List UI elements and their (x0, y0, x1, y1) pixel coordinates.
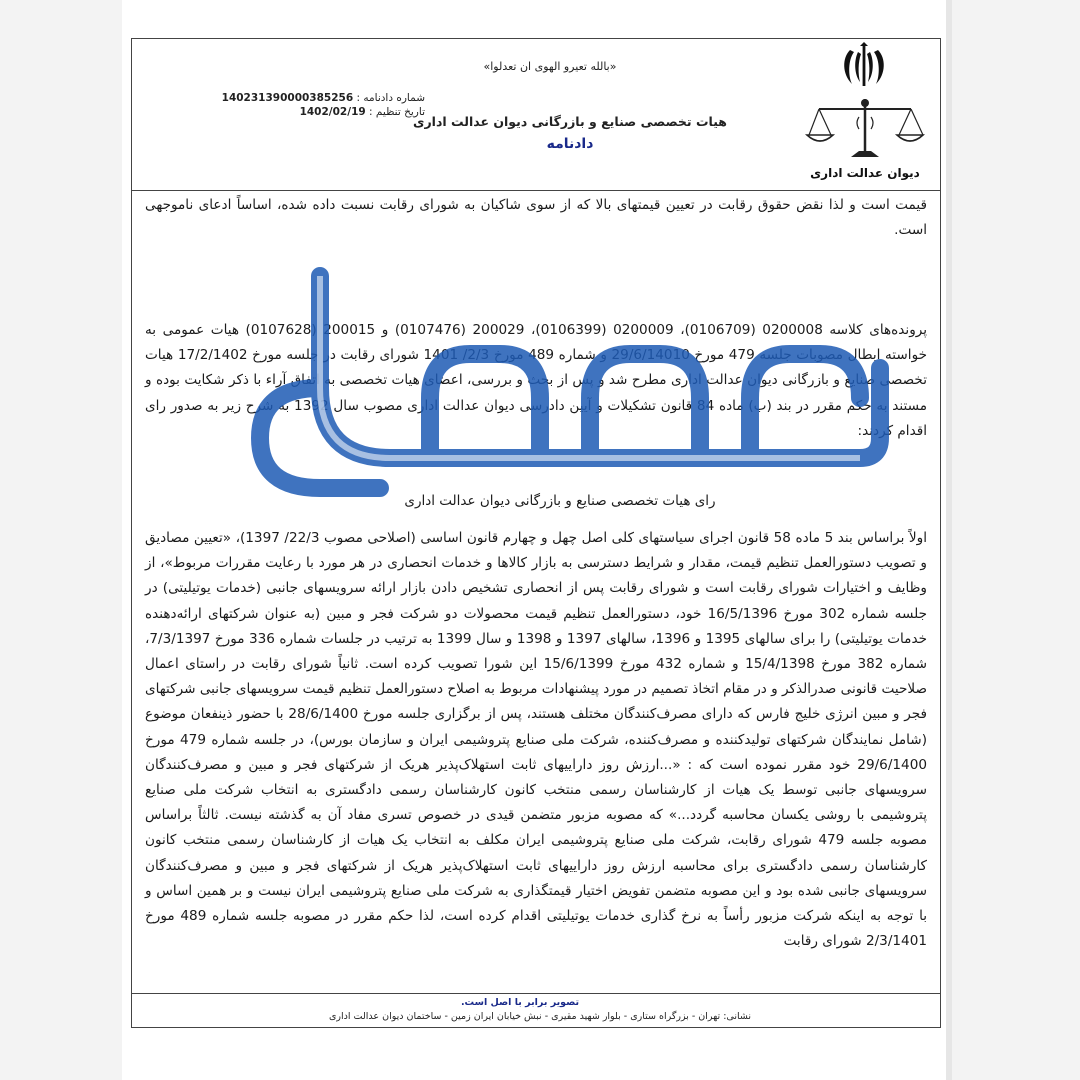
main-paragraph: اولاً براساس بند 5 ماده 58 قانون اجرای سیاستهای کلی اصل چهل و چهارم قانون اساسی (اصلاحی مصوب 22/3/ 1397)، «تعیین مصادیق و تصویب دستورالعمل تنظیم قیمت، مقدار و شرایط دسترسی به بازار کالاها و خدمات انحصاری در هر مورد با رعایت مقررات مربوط»، از وظایف و اختیارات شورای رقابت است و شورای رقابت پس از انحصاری تشخیص دادن بازار ارائه سرویسهای جانبی (خدمات یوتیلیتی) در جلسه شماره 302 مورخ 16/5/1396 خود، دستورالعمل تنظیم قیمت محصولات دو شرکت فجر و مبین (به عنوان شرکتهای ارائه‌دهنده خدمات یوتیلیتی) را برای سالهای 1395 و 1396، سالهای 1397 و 1398 و سال 1399 به ترتیب در جلسات شماره 336 مورخ 7/3/1397، شماره 382 مورخ 15/4/1398 و شماره 432 مورخ 15/6/1399 این شورا تصویب کرده است. ثانیاً شورای رقابت در راستای اعمال صلاحیت قانونی صدرالذکر و در مقام اتخاذ تصمیم در مورد پیشنهادات مربوط به اصلاح دستورالعمل تنظیم قیمت سرویسهای جانبی شرکتهای فجر و مبین انرژی خلیج فارس که دارای مصرف‌کنندگان مختلف هستند، پس از برگزاری جلسه مورخ 28/6/1400 با حضور ذینفعان موضوع (شامل نمایندگان شرکتهای تولیدکننده و مصرف‌کننده، شرکت ملی صنایع پتروشیمی ایران و سازمان بورس)، در جلسه شماره 479 مورخ 29/6/1400 خود مقرر نموده است که : «...ارزش روز داراییهای ثابت استهلاک‌پذیر هریک از شرکتهای فجر و مبین و مصرف‌کنندگان سرویسهای جانبی توسط یک هیات از کارشناسان رسمی منتخب کانون کارشناسان رسمی دادگستری به انتخاب شرکت ملی صنایع پتروشیمی با روشی یکسان محاسبه گردد...» که مصوبه مزبور متضمن قیدی در خصوص تسری مفاد آن به گذشته نیست. ثالثاً براساس مصوبه جلسه 479 شورای رقابت، شرکت ملی صنایع پتروشیمی ایران مکلف به انتخاب یک هیات از کارشناسان رسمی منتخب کانون کارشناسان رسمی دادگستری برای محاسبه ارزش روز داراییهای ثابت استهلاک‌پذیر هریک از شرکتهای فجر و مبین و مصرف‌کنندگان سرویسهای جانبی شده بود و این مصوبه متضمن تفویض اختیار قیمتگذاری به شرکت ملی صنایع پتروشیمی ایران نیست و بر همین اساس و با توجه به اینکه شرکت مزبور رأساً به نرخ گذاری خدمات یوتیلیتی اقدام کرده است، لذا حکم مقرر در مصوبه جلسه شماره 489 مورخ 2/3/1401 شورای رقابت (144, 530, 928, 950)
issue-date: 1402/02/19 (299, 106, 366, 118)
board-title: هیات تخصصی صنایع و بازرگانی دیوان عدالت اداری (413, 114, 727, 129)
header-divider (131, 190, 941, 191)
footer-divider (131, 993, 941, 994)
document-type: دادنامه (546, 136, 594, 152)
cases-paragraph: پرونده‌های کلاسه 0200008 (0106709)، 0200009 (0106399)، 200029 (0107476) و 200015 (0107628) هیات عمومی به خواسته ابطال مصوبات جلسه 479 مورخ 29/6/14010 و شماره 489 مورخ 2/3/ 1401 شورای رقابت در جلسه مورخ 17/2/1402 هیات تخصصی صنایع و بازرگانی دیوان عدالت اداری مطرح شد و پس از بحث و بررسی، اعضای هیات تخصصی به اتفاق آراء با ذکر شکایت بوده و مستند به حکم مقرر در بند (ب) ماده 84 قانون تشکیلات و آیین دادرسی دیوان عدالت اداری مصوب سال 1392 به شرح زیر به صدور رای اقدام کردند: (145, 322, 928, 439)
ruling-number-row (165, 92, 425, 104)
organization-name: دیوان عدالت اداری (810, 166, 920, 180)
ruling-number-label: شماره دادنامه : (356, 92, 425, 104)
certification-note: تصویر برابر با اصل است. (460, 997, 580, 1008)
intro-paragraph: قیمت است و لذا نقض حقوق رقابت در تعیین قیمتهای بالا که از سوی شاکیان به شورای رقابت نسبت داده شده، اساساً ادعای ناموجهی است. (145, 197, 927, 239)
iran-emblem-icon (838, 40, 890, 92)
issue-date-label: تاریخ تنظیم : (369, 106, 425, 118)
page-edge (946, 0, 952, 1080)
issue-date-row (165, 106, 425, 118)
basmala-verse: «بالله تعیرو الهوی ان تعدلوا» (483, 60, 617, 73)
footer-address: نشانی: تهران - بزرگراه ستاری - بلوار شهید مقیری - نبش خیابان ایران زمین - ساختمان دیوان عدالت اداری (329, 1011, 751, 1022)
ruling-heading: رای هیات تخصصی صنایع و بازرگانی دیوان عدالت اداری (404, 493, 716, 509)
justice-scales-icon (805, 95, 925, 160)
ruling-number: 140231390000385256 (221, 92, 354, 104)
